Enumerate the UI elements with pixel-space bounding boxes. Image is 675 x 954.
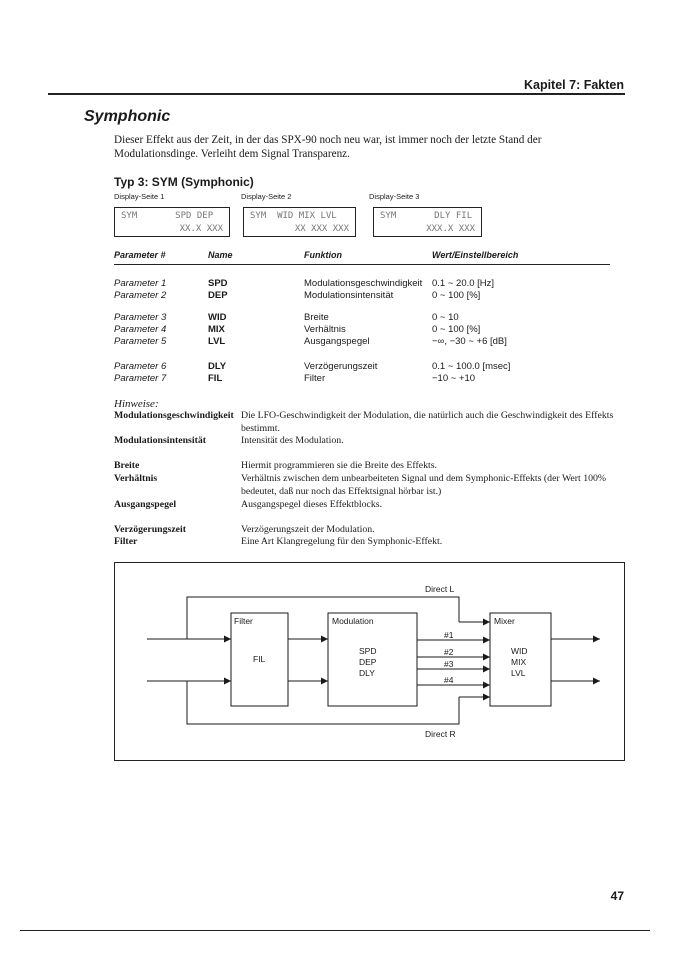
hint-description: Intensität des Modulation. — [241, 435, 344, 446]
modulation-param: DEP — [359, 657, 377, 667]
mixer-title: Mixer — [494, 616, 515, 626]
table-cell-name: WID — [208, 312, 227, 323]
hint-description: Verhältnis zwischen dem unbearbeiteten Signal und dem Symphonic-Effekts (der Wert 100% bedeutet, daß nur noch das Effektsignal hörbar ist.) — [241, 473, 607, 497]
modulation-title: Modulation — [332, 616, 374, 626]
display-label-1: Display-Seite 1 — [114, 192, 165, 201]
table-cell-function: Modulationsintensität — [304, 290, 394, 301]
display-label-2: Display-Seite 2 — [241, 192, 292, 201]
lcd-line-2: XX XXX XXX — [294, 224, 349, 234]
table-cell-function: Filter — [304, 373, 326, 384]
hint-term: Filter — [114, 536, 138, 547]
direct-r-line — [187, 681, 459, 724]
table-cell-name: DLY — [208, 361, 227, 372]
table-cell-name: LVL — [208, 336, 226, 347]
lcd-line-1: SYM WID MIX LVL — [250, 211, 337, 221]
table-cell-function: Verzögerungszeit — [304, 361, 378, 372]
hint-term: Breite — [114, 460, 140, 471]
tap-label: #3 — [444, 659, 454, 669]
tap-label: #1 — [444, 630, 454, 640]
direct-l-label: Direct L — [425, 584, 455, 594]
effect-type-title: Typ 3: SYM (Symphonic) — [114, 175, 254, 189]
modulation-param: SPD — [359, 646, 377, 656]
table-cell-param: Parameter 1 — [114, 278, 167, 289]
table-cell-range: 0.1 ~ 20.0 [Hz] — [432, 278, 495, 289]
hint-term: Ausgangspegel — [114, 499, 177, 510]
hint-term: Verzögerungszeit — [114, 524, 187, 535]
table-cell-range: 0 ~ 100 [%] — [432, 290, 481, 301]
lcd-line-1: SYM SPD DEP — [121, 211, 214, 221]
table-header-function: Funktion — [304, 250, 342, 260]
hints-title: Hinweise: — [114, 398, 159, 410]
tap-label: #2 — [444, 647, 454, 657]
table-cell-param: Parameter 2 — [114, 290, 167, 301]
table-cell-function: Ausgangspegel — [304, 336, 370, 347]
table-header-range: Wert/Einstellbereich — [432, 250, 519, 260]
table-cell-name: SPD — [208, 278, 228, 289]
hint-term: Verhältnis — [114, 473, 158, 484]
lcd-display-1 — [114, 207, 230, 237]
lcd-line-1: SYM DLY FIL — [380, 211, 473, 221]
table-cell-range: 0 ~ 10 — [432, 312, 459, 323]
table-cell-name: DEP — [208, 290, 228, 301]
table-cell-name: MIX — [208, 324, 225, 335]
filter-param: FIL — [253, 654, 266, 664]
mixer-param: LVL — [511, 668, 526, 678]
footer-rule — [20, 930, 650, 931]
table-cell-function: Modulationsgeschwindigkeit — [304, 278, 423, 289]
hint-description: Verzögerungszeit der Modulation. — [241, 524, 375, 535]
table-cell-param: Parameter 6 — [114, 361, 167, 372]
hint-description: Die LFO-Geschwindigkeit der Modulation, die natürlich auch die Geschwindigkeit des Effekts bestimmt. — [241, 410, 614, 434]
lcd-line-2: XXX.X XXX — [426, 224, 475, 234]
direct-l-line — [187, 597, 459, 639]
table-cell-range: −∞, −30 ~ +6 [dB] — [432, 336, 507, 347]
lcd-display-3 — [373, 207, 482, 237]
table-header-name: Name — [208, 250, 233, 260]
table-cell-range: 0 ~ 100 [%] — [432, 324, 481, 335]
mixer-param: WID — [511, 646, 528, 656]
table-cell-param: Parameter 7 — [114, 373, 167, 384]
section-title: Symphonic — [84, 108, 171, 125]
table-cell-name: FIL — [208, 373, 223, 384]
hint-description: Hiermit programmieren sie die Breite des Effekts. — [241, 460, 437, 471]
mixer-param: MIX — [511, 657, 527, 667]
hint-description: Eine Art Klangregelung für den Symphonic-Effekt. — [241, 536, 443, 547]
display-label-3: Display-Seite 3 — [369, 192, 420, 201]
table-header-param: Parameter # — [114, 250, 166, 260]
signal-flow-diagram — [114, 562, 625, 761]
modulation-param: DLY — [359, 668, 375, 678]
table-rule — [114, 264, 610, 265]
table-cell-param: Parameter 5 — [114, 336, 167, 347]
signal-flow-svg — [115, 563, 626, 762]
table-cell-function: Breite — [304, 312, 329, 323]
lcd-display-2 — [243, 207, 356, 237]
filter-title: Filter — [234, 616, 253, 626]
intro-text: Dieser Effekt aus der Zeit, in der das SPX-90 noch neu war, ist immer noch der letzte Stand der Modulationsdinge. Verleiht dem Signal Transparenz. — [114, 134, 542, 160]
hint-description: Ausgangspegel dieses Effektblocks. — [241, 499, 383, 510]
lcd-line-2: XX.X XXX — [179, 224, 223, 234]
hint-term: Modulationsintensität — [114, 435, 206, 446]
table-cell-range: 0.1 ~ 100.0 [msec] — [432, 361, 511, 372]
table-cell-param: Parameter 4 — [114, 324, 167, 335]
page-number: 47 — [610, 889, 624, 903]
tap-label: #4 — [444, 675, 454, 685]
hint-term: Modulationsgeschwindigkeit — [114, 410, 234, 421]
direct-r-label: Direct R — [425, 729, 456, 739]
header-rule — [48, 93, 625, 95]
table-cell-function: Verhältnis — [304, 324, 346, 335]
chapter-title: Kapitel 7: Fakten — [523, 78, 624, 92]
table-cell-param: Parameter 3 — [114, 312, 167, 323]
table-cell-range: −10 ~ +10 — [432, 373, 476, 384]
